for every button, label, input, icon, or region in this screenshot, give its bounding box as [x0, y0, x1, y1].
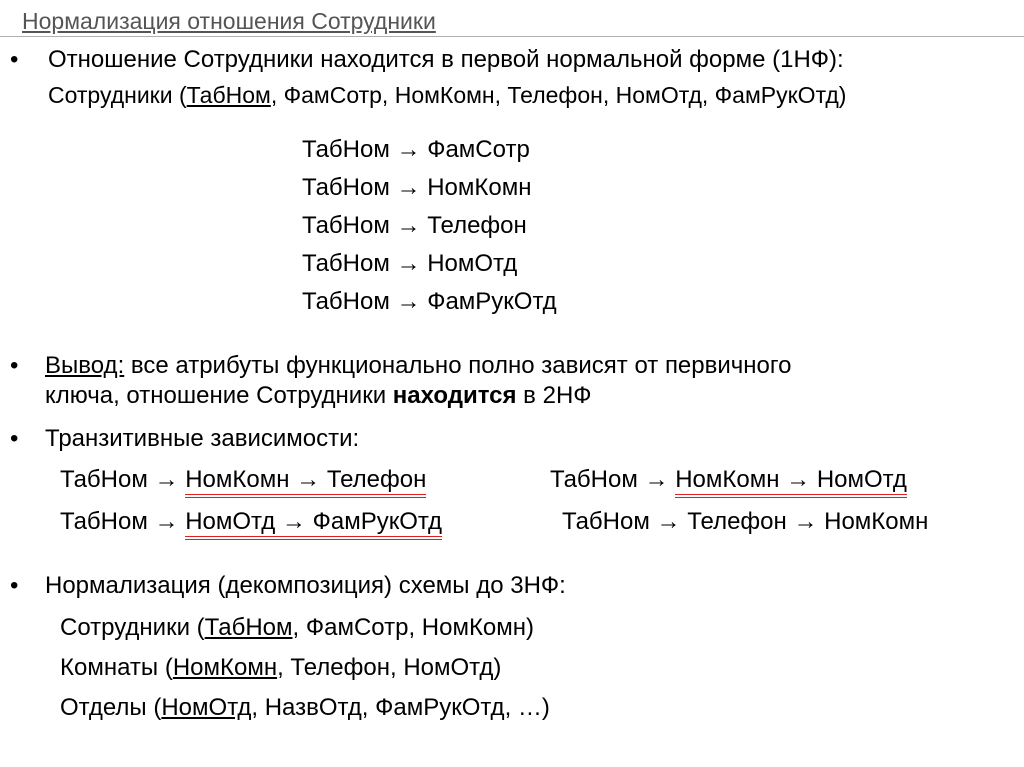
- page-title: Нормализация отношения Сотрудники: [22, 8, 436, 34]
- dependency-right: ФамРукОтд: [312, 508, 443, 535]
- arrow-icon: →: [154, 508, 179, 535]
- primary-key: НомОтд: [161, 694, 252, 721]
- schema-prefix: Сотрудники (: [60, 614, 205, 641]
- conclusion-text: в 2НФ: [516, 382, 592, 409]
- dependency-right: Телефон: [427, 212, 527, 239]
- dependency-right: НомОтд: [816, 466, 907, 493]
- dependency-left: ТабНом: [302, 136, 390, 163]
- dependency-right: Телефон: [326, 466, 427, 493]
- schema-prefix: Комнаты (: [60, 654, 173, 681]
- bullet-marker: •: [10, 425, 19, 452]
- intro-text: Отношение Сотрудники находится в первой нормальной форме (1НФ):: [48, 46, 844, 73]
- dependency-left: ТабНом: [302, 250, 390, 277]
- dependency-row: [302, 174, 531, 202]
- bullet-marker: •: [10, 352, 19, 379]
- conclusion-emphasis: находится: [392, 382, 517, 409]
- dependency-left: ТабНом: [60, 466, 148, 493]
- dependency-mid: НомКомн: [185, 466, 290, 493]
- arrow-icon: →: [644, 466, 669, 493]
- schema-attributes: , ФамСотр, НомКомн, Телефон, НомОтд, ФамРукОтд): [270, 82, 847, 108]
- dependency-row: [302, 136, 530, 164]
- conclusion-text: все атрибуты функционально полно зависят от первичного: [124, 352, 792, 379]
- dependency-left: ТабНом: [562, 508, 650, 535]
- dependency-row: [302, 212, 527, 240]
- arrow-icon: →: [786, 466, 811, 493]
- transitive-chain: [185, 508, 442, 540]
- transitive-dependency: [60, 508, 442, 536]
- dependency-mid: НомКомн: [675, 466, 780, 493]
- title-divider: [0, 36, 1024, 37]
- schema-prefix: Сотрудники (: [48, 82, 187, 108]
- dependency-row: [302, 250, 517, 278]
- arrow-icon: →: [396, 136, 421, 163]
- arrow-icon: →: [396, 288, 421, 315]
- bullet-marker: •: [10, 572, 19, 599]
- schema-attributes: , НазвОтд, ФамРукОтд, …): [251, 694, 550, 721]
- dependency-row: [302, 288, 557, 316]
- decomposed-schema: [60, 654, 501, 682]
- decomposed-schema: [60, 614, 534, 642]
- transitive-chain-plain: [687, 508, 928, 535]
- dependency-right: НомКомн: [427, 174, 532, 201]
- conclusion-text: ключа, отношение Сотрудники: [45, 382, 393, 409]
- arrow-icon: →: [396, 212, 421, 239]
- arrow-icon: →: [396, 174, 421, 201]
- schema-attributes: , Телефон, НомОтд): [277, 654, 502, 681]
- arrow-icon: →: [396, 250, 421, 277]
- normalization-heading: Нормализация (декомпозиция) схемы до 3НФ:: [45, 572, 566, 599]
- conclusion-line-1: [45, 352, 791, 380]
- arrow-icon: →: [656, 508, 681, 535]
- dependency-mid: НомОтд: [185, 508, 276, 535]
- transitive-dependency: [550, 466, 907, 494]
- transitive-heading: Транзитивные зависимости:: [45, 425, 360, 452]
- dependency-right: ФамСотр: [427, 136, 530, 163]
- dependency-left: ТабНом: [550, 466, 638, 493]
- transitive-chain: [185, 466, 426, 498]
- dependency-left: ТабНом: [302, 212, 390, 239]
- schema-line: [48, 82, 846, 109]
- transitive-chain: [675, 466, 907, 498]
- decomposed-schema: [60, 694, 550, 722]
- primary-key: НомКомн: [172, 654, 278, 681]
- dependency-mid: Телефон: [687, 508, 787, 535]
- schema-prefix: Отделы (: [60, 694, 162, 721]
- dependency-right: НомОтд: [427, 250, 518, 277]
- primary-key: ТабНом: [204, 614, 293, 641]
- dependency-left: ТабНом: [302, 288, 390, 315]
- transitive-dependency: [60, 466, 426, 494]
- dependency-right: НомКомн: [824, 508, 929, 535]
- bullet-marker: •: [10, 46, 19, 73]
- dependency-right: ФамРукОтд: [427, 288, 557, 315]
- dependency-left: ТабНом: [302, 174, 390, 201]
- schema-attributes: , ФамСотр, НомКомн): [292, 614, 535, 641]
- dependency-left: ТабНом: [60, 508, 148, 535]
- primary-key: ТабНом: [186, 82, 271, 108]
- arrow-icon: →: [154, 466, 179, 493]
- arrow-icon: →: [793, 508, 818, 535]
- arrow-icon: →: [296, 466, 321, 493]
- transitive-dependency: [562, 508, 928, 536]
- conclusion-label: Вывод:: [45, 352, 125, 379]
- arrow-icon: →: [281, 508, 306, 535]
- conclusion-line-2: [45, 382, 592, 410]
